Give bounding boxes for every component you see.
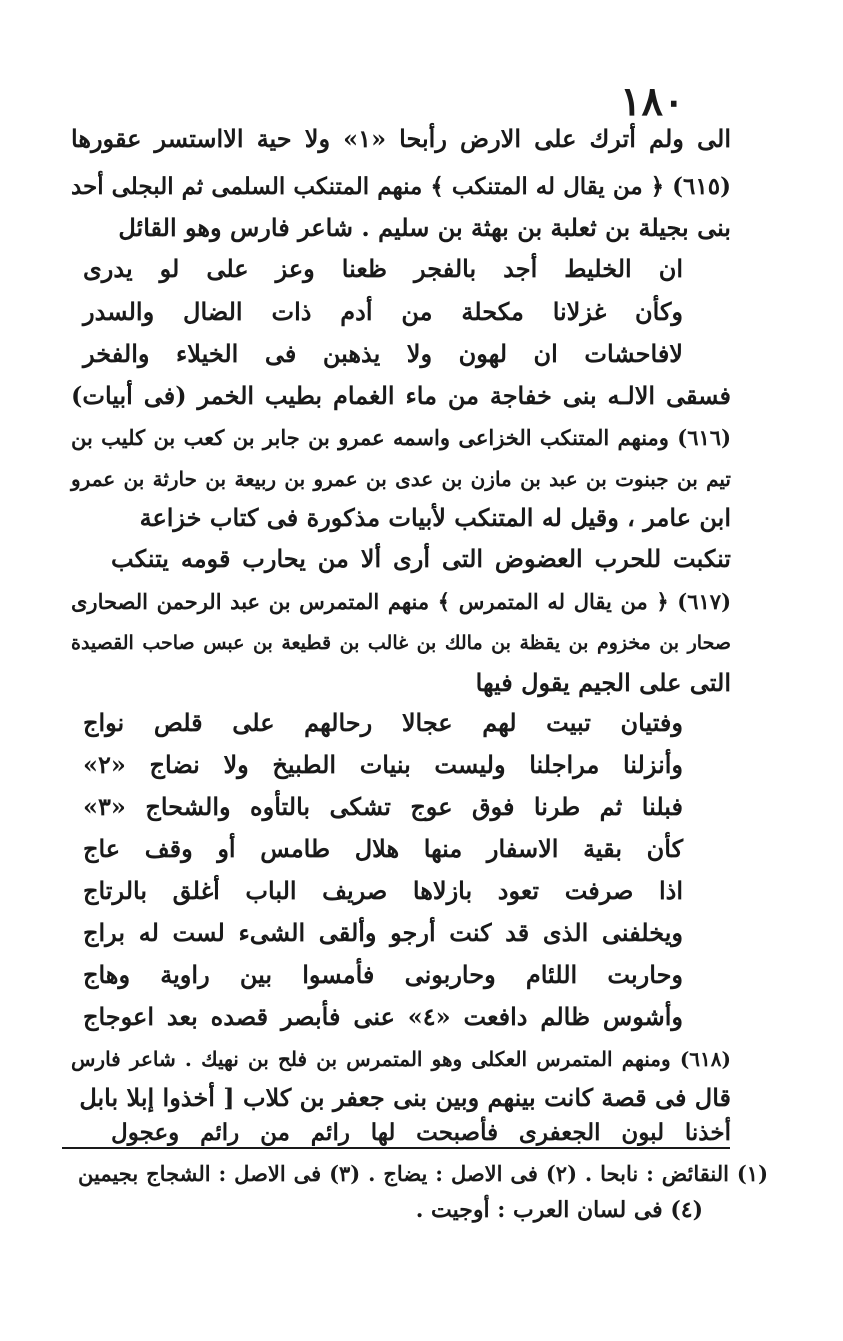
verse-line: وأشوس ظالم دافعت «٤» عنى فأبصر قصده بعد اعوجاج [83, 1002, 683, 1031]
entry-617-heading: (٦١٧) ﴿ من يقال له المتمرس ﴾ منهم المتمرس بن عبد الرحمن الصحارى [71, 589, 731, 614]
verse-line: وأنزلنا مراجلنا وليست بنيات الطبيخ ولا نضاج «٢» [83, 750, 683, 779]
verse-line: تنكبت للحرب العضوض التى أرى ألا من يحارب قومه يتنكب [111, 544, 731, 573]
text-line: صحار بن مخزوم بن يقظة بن مالك بن غالب بن قطيعة بن عبس صاحب القصيدة [71, 632, 731, 654]
text-line: التى على الجيم يقول فيها [475, 668, 731, 697]
verse-line: ان الخليط أجد بالفجر ظعنا وعز على لو يدرى [83, 254, 683, 283]
verse-line: وحاربت اللئام وحاربونى فأمسوا بين راوية وهاج [83, 960, 683, 989]
verse-line: لافاحشات ان لهون ولا يذهبن فى الخيلاء والفخر [83, 339, 683, 368]
text-line: قال فى قصة كانت بينهم وبين بنى جعفر بن كلاب [ أخذوا إبلا بابل [79, 1083, 731, 1112]
text-line: بنى بجيلة بن ثعلبة بن بهثة بن سليم . شاعر فارس وهو القائل [118, 213, 731, 242]
page-number: ١٨٠ [620, 78, 685, 125]
verse-line: وفتيان تبيت لهم عجالا رحالهم على قلص نواج [83, 708, 683, 737]
entry-615-heading: (٦١٥) ﴿ من يقال له المتنكب ﴾ منهم المتنكب السلمى ثم البجلى أحد [70, 173, 731, 200]
verse-line: فسقى الالـه بنى خفاجة من ماء الغمام بطيب الخمر (فى أبيات) [71, 381, 731, 410]
text-line: تيم بن جبنوت بن عبد بن مازن بن عدى بن عمرو بن ربيعة بن حارثة بن عمرو [71, 467, 731, 491]
footnote-line: (١) النقائض : نابحا . (٢) فى الاصل : يضاج . (٣) فى الاصل : الشجاج بجيمين [78, 1161, 768, 1186]
verse-line: أخذنا لبون الجعفرى فأصبحت لها رائم من رائم وعجول [111, 1119, 731, 1146]
entry-616-heading: (٦١٦) ومنهم المتنكب الخزاعى واسمه عمرو بن جابر بن كعب بن كليب بن [71, 425, 731, 450]
verse-line: اذا صرفت تعود بازلاها صريف الباب أغلق بالرتاج [83, 876, 683, 905]
verse-line: وكأن غزلانا مكحلة من أدم ذات الضال والسدر [83, 297, 683, 326]
text-line: الى ولم أترك على الارض رأبحا «١» ولا حية الااستسر عقورها [71, 124, 732, 153]
verse-line: ويخلفنى الذى قد كنت أرجو وألقى الشىء لست له براج [83, 918, 683, 947]
text-line: ابن عامر ، وقيل له المتنكب لأبيات مذكورة فى كتاب خزاعة [139, 503, 731, 532]
footnote-line: (٤) فى لسان العرب : أوجيت . [415, 1197, 703, 1223]
verse-line: فبلنا ثم طرنا فوق عوج تشكى بالتأوه والشحاج «٣» [83, 792, 683, 821]
footnote-separator [62, 1147, 730, 1149]
entry-618-heading: (٦١٨) ومنهم المتمرس العكلى وهو المتمرس بن فلح بن نهيك . شاعر فارس [71, 1047, 731, 1071]
verse-line: كأن بقية الاسفار منها هلال طامس أو وقف عاج [83, 834, 683, 863]
